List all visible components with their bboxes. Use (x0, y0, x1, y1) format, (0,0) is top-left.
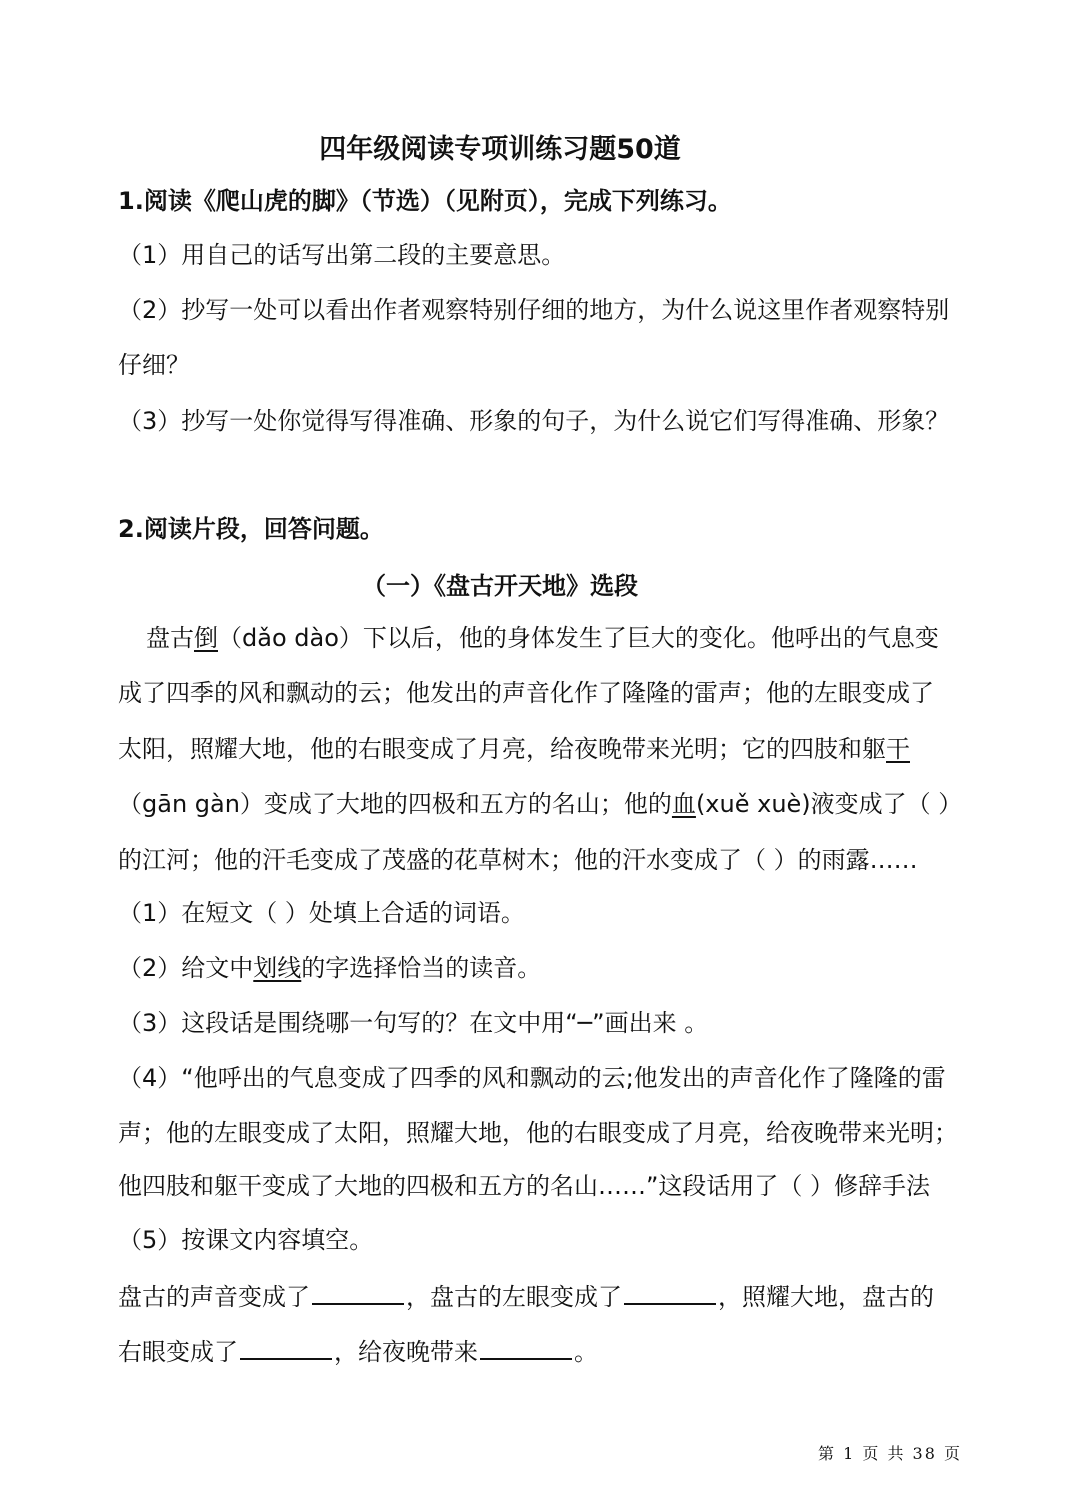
fill-text: 。 (574, 1338, 598, 1366)
underlined-char: 倒 (194, 624, 218, 652)
passage-line-5: 的江河；他的汗毛变成了茂盛的花草树木；他的汗水变成了（ ）的雨露…… (118, 846, 918, 874)
document-title: 四年级阅读专项训练习题50道 (319, 134, 681, 165)
fill-blank[interactable] (240, 1336, 332, 1360)
fill-text: 盘古的声音变成了 (118, 1283, 310, 1311)
question-1-item-2-cont: 仔细？ (118, 351, 190, 379)
underlined-word: 划线 (253, 954, 302, 982)
fill-line-2 (118, 1336, 598, 1367)
passage-line-3 (118, 734, 910, 764)
fill-blank[interactable] (480, 1336, 572, 1360)
page-footer: 第 1 页 共 38 页 (818, 1444, 962, 1463)
underlined-char: 干 (886, 735, 910, 763)
question-2-item-5: （5）按课文内容填空。 (118, 1226, 374, 1254)
passage-subtitle: （一）《盘古开天地》选段 (362, 572, 638, 600)
fill-text: ，给夜晚带来 (334, 1338, 478, 1366)
passage-line-2: 成了四季的风和飘动的云；他发出的声音化作了隆隆的雷声；他的左眼变成了 (118, 679, 934, 707)
fill-text: ，盘古的左眼变成了 (406, 1283, 622, 1311)
fill-line-1 (118, 1281, 934, 1312)
question-text: （2）给文中 (118, 954, 254, 982)
passage-text: （dǎo dào）下以后，他的身体发生了巨大的变化。他呼出的气息变 (218, 624, 939, 652)
underlined-char: 血 (671, 790, 696, 818)
question-text: 的字选择恰当的读音。 (301, 954, 542, 982)
question-2-item-4-line-1: （4）“他呼出的气息变成了四季的风和飘动的云;他发出的声音化作了隆隆的雷 (118, 1064, 946, 1092)
passage-line-1 (146, 623, 939, 653)
passage-text: 太阳，照耀大地，他的右眼变成了月亮，给夜晚带来光明；它的四肢和躯 (118, 735, 886, 763)
question-2-item-2 (118, 953, 541, 983)
passage-text: (xuě xuè)液变成了（ ） (695, 790, 963, 818)
question-1-item-1: （1）用自己的话写出第二段的主要意思。 (118, 241, 566, 269)
fill-blank[interactable] (312, 1281, 404, 1305)
fill-blank[interactable] (624, 1281, 716, 1305)
question-2-item-4-line-3: 他四肢和躯干变成了大地的四极和五方的名山……”这段话用了（ ）修辞手法 (118, 1172, 931, 1200)
question-2-heading: 2.阅读片段，回答问题。 (118, 515, 384, 543)
question-1-item-2: （2）抄写一处可以看出作者观察特别仔细的地方，为什么说这里作者观察特别 (118, 296, 950, 324)
question-2-item-3: （3）这段话是围绕哪一句写的？在文中用“─”画出来 。 (118, 1009, 709, 1037)
question-2-item-1: （1）在短文（ ）处填上合适的词语。 (118, 899, 525, 927)
passage-text: 盘古 (146, 624, 194, 652)
fill-text: 右眼变成了 (118, 1338, 238, 1366)
question-1-heading: 1.阅读《爬山虎的脚》（节选）（见附页），完成下列练习。 (118, 187, 732, 215)
passage-text: （gān gàn）变成了大地的四极和五方的名山；他的 (118, 790, 672, 818)
question-1-item-3: （3）抄写一处你觉得写得准确、形象的句子，为什么说它们写得准确、形象？ (118, 407, 950, 435)
fill-text: ，照耀大地，盘古的 (718, 1283, 934, 1311)
passage-line-4 (118, 789, 962, 819)
question-2-item-4-line-2: 声；他的左眼变成了太阳，照耀大地，他的右眼变成了月亮，给夜晚带来光明； (118, 1119, 958, 1147)
